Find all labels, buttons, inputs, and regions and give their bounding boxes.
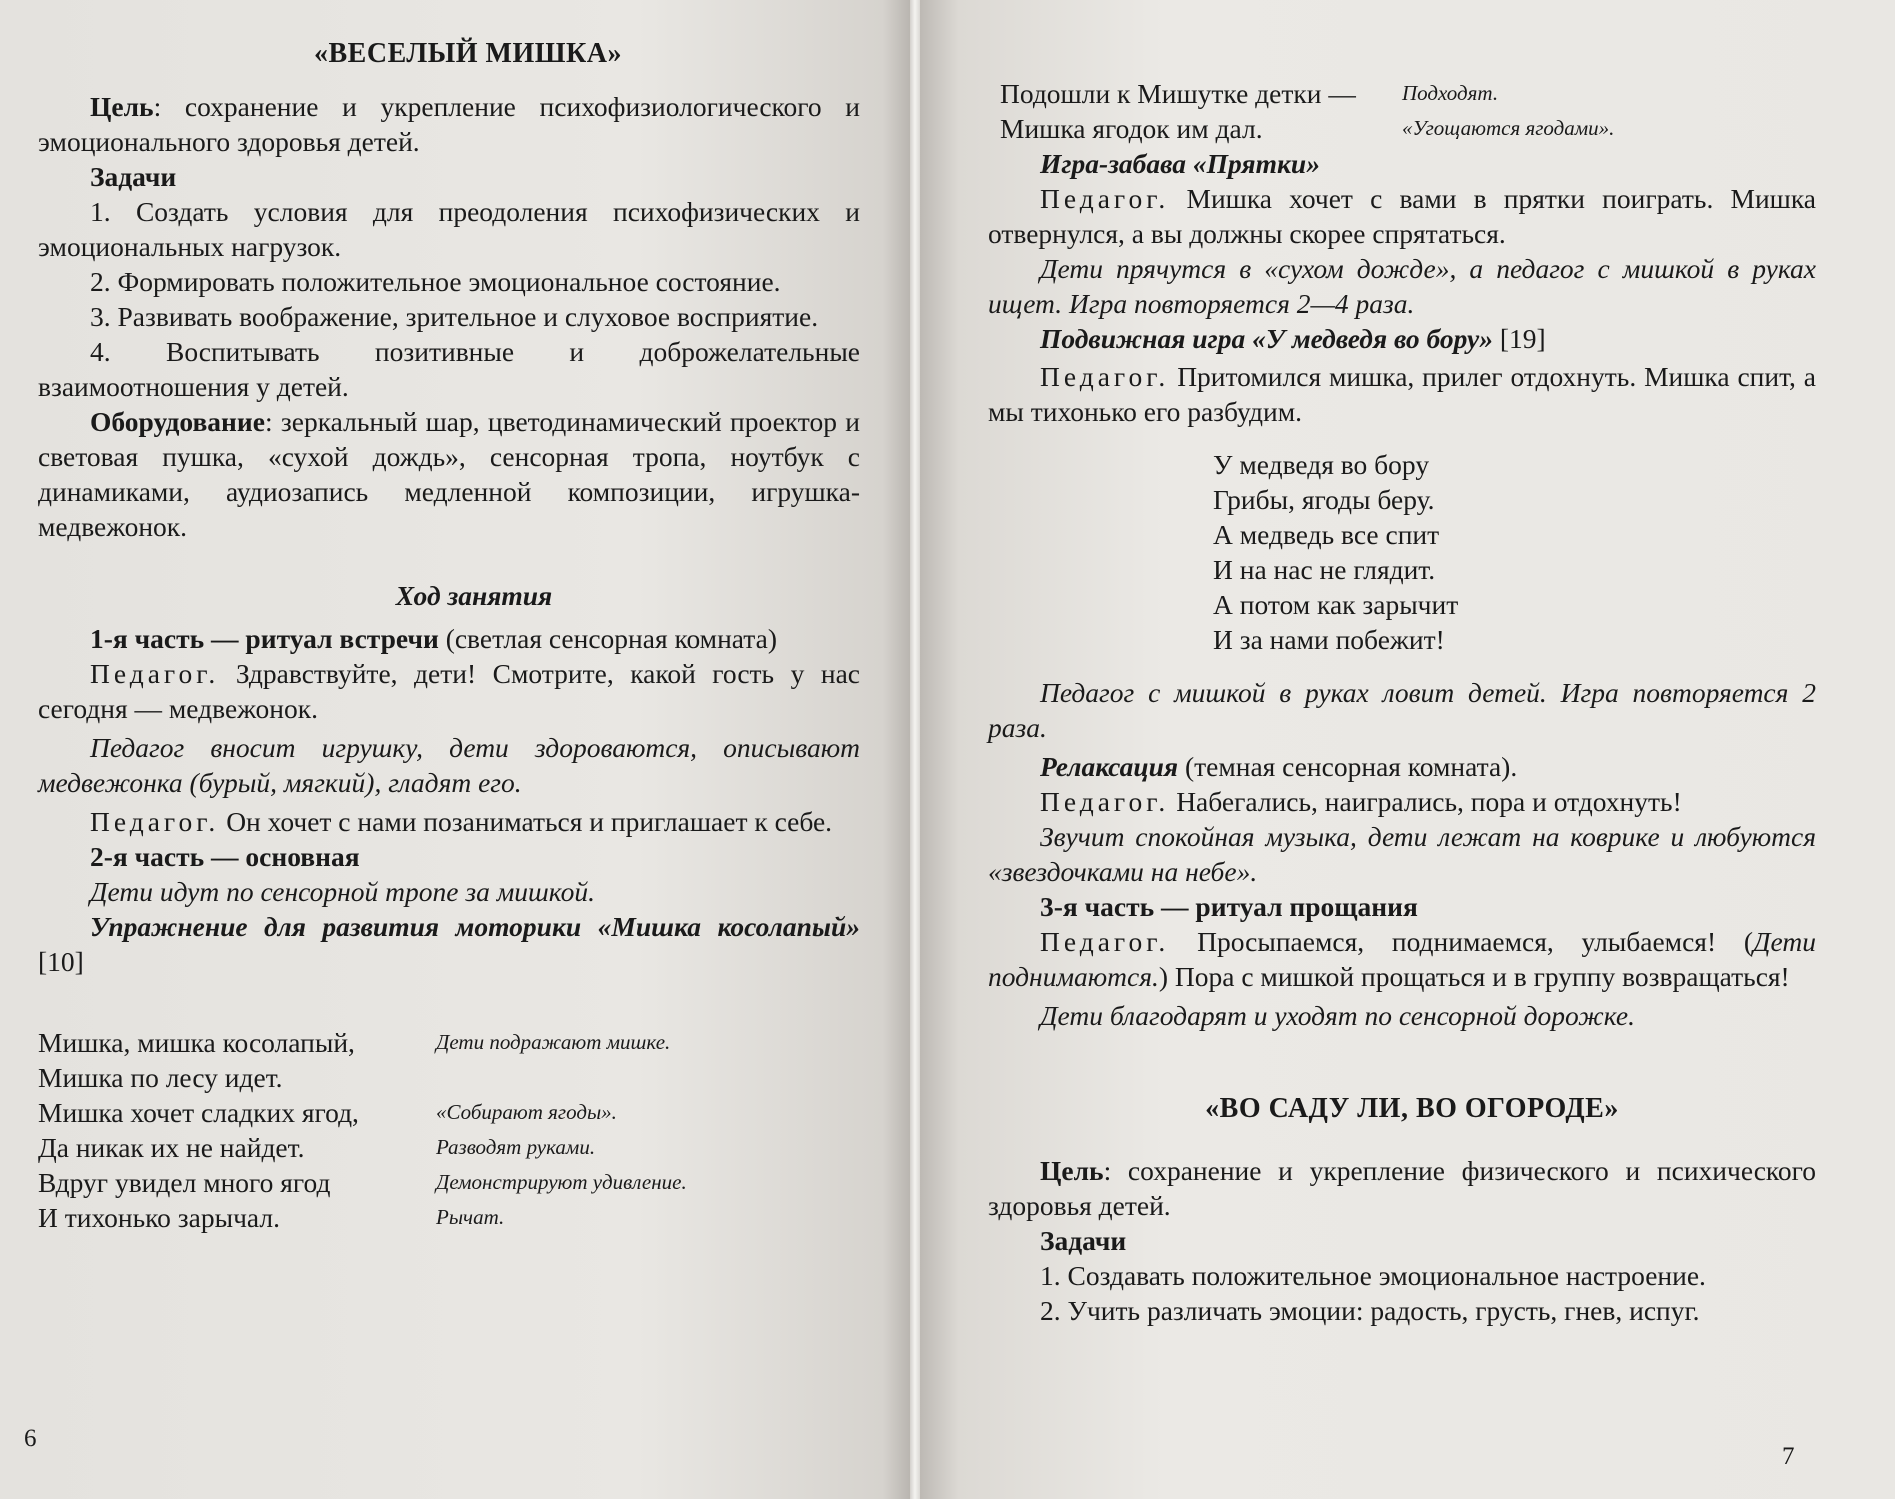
task-item: 1. Создать условия для преодоления психофизических и эмоциональных нагрузок. — [38, 196, 860, 262]
part2-title: 2-я часть — основная — [90, 841, 360, 872]
part1-paragraph — [38, 621, 860, 656]
exercise-ref: [10] — [38, 946, 84, 977]
speech-text: Мишка хочет с вами в прятки поиграть. Мишка отвернулся, а вы должны скорее спрятаться. — [988, 183, 1816, 249]
game-poem — [1213, 447, 1816, 657]
poem-row — [38, 1165, 860, 1200]
equipment-text: : зеркальный шар, цветодинамический проектор и световая пушка, «сухой дождь», сенсорная тропа, ноутбук с динамиками, аудиозапись медленной композиции, игрушка-медвежонок. — [38, 406, 860, 542]
poem-row — [38, 1025, 860, 1060]
poem-line: И на нас не глядит. — [1213, 554, 1436, 585]
speaker-label: Педагог. — [90, 806, 220, 837]
poem-action: «Угощаются ягодами». — [1402, 116, 1615, 140]
action-note: Дети идут по сенсорной тропе за мишкой. — [90, 876, 595, 907]
speech-text: ) Пора с мишкой прощаться и в группу возвращаться! — [1158, 961, 1790, 992]
speech-text: Он хочет с нами позаниматься и приглашает к себе. — [219, 806, 833, 837]
speech-text: Просыпаемся, поднимаемся, улыбаемся! ( — [1169, 926, 1754, 957]
poem-row — [38, 1060, 860, 1095]
goal-paragraph — [988, 1153, 1816, 1223]
task-item: 2. Формировать положительное эмоциональное состояние. — [90, 266, 781, 297]
poem-line: Мишка ягодок им дал. — [1000, 113, 1263, 144]
poem-line: Мишка, мишка косолапый, — [38, 1027, 355, 1058]
game-title: Подвижная игра «У медведя во бору» — [1040, 323, 1493, 354]
speech-text: Набегались, наигрались, пора и отдохнуть! — [1169, 786, 1682, 817]
part3-title: 3-я часть — ритуал прощания — [1040, 891, 1418, 922]
action-note: Дети прячутся в «сухом дожде», а педагог с мишкой в руках ищет. Игра повторяется 2—4 раза. — [988, 253, 1816, 319]
poem-line: Мишка хочет сладких ягод, — [38, 1097, 359, 1128]
goal-label: Цель — [1040, 1155, 1104, 1186]
page-title: «ВО САДУ ЛИ, ВО ОГОРОДЕ» — [1205, 1093, 1619, 1124]
part1-note: (светлая сенсорная комната) — [438, 623, 778, 654]
task-item: 4. Воспитывать позитивные и доброжелательные взаимоотношения у детей. — [38, 336, 860, 402]
task-item: 2. Учить различать эмоции: радость, грусть, гнев, испуг. — [1040, 1295, 1700, 1326]
poem-line: Да никак их не найдет. — [38, 1132, 305, 1163]
poem-row — [38, 1130, 860, 1165]
speech-paragraph — [988, 181, 1816, 251]
speech-paragraph — [988, 359, 1816, 429]
poem-line: И за нами побежит! — [1213, 624, 1445, 655]
speaker-label: Педагог. — [1040, 183, 1170, 214]
poem-action: «Собирают ягоды». — [436, 1100, 617, 1124]
poem-line: А медведь все спит — [1213, 519, 1440, 550]
relax-paragraph — [988, 749, 1816, 784]
relax-title: Релаксация — [1040, 751, 1179, 782]
poem-row — [1000, 111, 1816, 146]
poem-row — [38, 1095, 860, 1130]
action-note: Звучит спокойная музыка, дети лежат на коврике и любуются «звездочками на небе». — [988, 821, 1816, 887]
speech-italic: Дети поднимаются. — [988, 926, 1816, 992]
section-heading: Ход занятия — [395, 580, 553, 611]
part1-title: 1-я часть — ритуал встречи — [90, 623, 439, 654]
poem-action: Разводят руками. — [436, 1135, 596, 1159]
exercise-paragraph — [38, 909, 860, 979]
goal-label: Цель — [90, 91, 154, 122]
left-page — [0, 0, 910, 1499]
goal-paragraph — [38, 89, 860, 159]
page-title: «ВЕСЕЛЫЙ МИШКА» — [314, 38, 622, 69]
equipment-label: Оборудование — [90, 406, 265, 437]
goal-text: : сохранение и укрепление физического и психического здоровья детей. — [988, 1155, 1816, 1221]
relax-note: (темная сенсорная комната). — [1178, 751, 1518, 782]
speech-paragraph — [988, 924, 1816, 994]
poem-line: Грибы, ягоды беру. — [1213, 484, 1435, 515]
task-item: 3. Развивать воображение, зрительное и слуховое восприятие. — [90, 301, 819, 332]
exercise-title: Упражнение для развития моторики «Мишка косолапый» — [90, 911, 860, 942]
game-ref: [19] — [1493, 323, 1546, 354]
action-note: Педагог вносит игрушку, дети здороваются, описывают медвежонка (бурый, мягкий), гладят его. — [38, 732, 860, 798]
poem-line: Вдруг увидел много ягод — [38, 1167, 331, 1198]
tasks-label: Задачи — [1040, 1225, 1127, 1256]
poem-line: И тихонько зарычал. — [38, 1202, 280, 1233]
tasks-label: Задачи — [90, 161, 177, 192]
speech-paragraph — [988, 784, 1816, 819]
game-title: Игра-забава «Прятки» — [1040, 148, 1320, 179]
poem-row — [38, 1200, 860, 1235]
poem-row — [1000, 76, 1816, 111]
poem-action: Подходят. — [1402, 81, 1499, 105]
action-note: Дети благодарят и уходят по сенсорной дорожке. — [1040, 1000, 1635, 1031]
poem-line: А потом как зарычит — [1213, 589, 1459, 620]
speech-paragraph — [38, 656, 860, 726]
task-item: 1. Создавать положительное эмоциональное настроение. — [1040, 1260, 1706, 1291]
game-title-paragraph — [988, 321, 1816, 356]
poem-line: Мишка по лесу идет. — [38, 1062, 283, 1093]
speaker-label: Педагог. — [1040, 786, 1170, 817]
poem-action: Демонстрируют удивление. — [436, 1170, 687, 1194]
speech-text: Здравствуйте, дети! Смотрите, какой гость у нас сегодня — медвежонок. — [38, 658, 860, 724]
speaker-label: Педагог. — [1040, 361, 1170, 392]
right-page — [920, 0, 1895, 1499]
speaker-label: Педагог. — [1040, 926, 1170, 957]
poem-line: Подошли к Мишутке детки — — [1000, 78, 1356, 109]
speaker-label: Педагог. — [90, 658, 220, 689]
equipment-paragraph — [38, 404, 860, 544]
poem-line: У медведя во бору — [1213, 449, 1430, 480]
goal-text: : сохранение и укрепление психофизиологического и эмоционального здоровья детей. — [38, 91, 860, 157]
page-number: 6 — [24, 1425, 37, 1452]
speech-text: Притомился мишка, прилег отдохнуть. Мишка спит, а мы тихонько его разбудим. — [988, 361, 1816, 427]
poem-action: Рычат. — [436, 1205, 505, 1229]
action-note: Педагог с мишкой в руках ловит детей. Игра повторяется 2 раза. — [988, 677, 1816, 743]
right-page-content — [988, 76, 1816, 1328]
page-number: 7 — [1782, 1443, 1795, 1470]
left-page-content — [38, 36, 860, 1235]
poem-action: Дети подражают мишке. — [436, 1030, 671, 1054]
speech-paragraph — [38, 804, 860, 839]
